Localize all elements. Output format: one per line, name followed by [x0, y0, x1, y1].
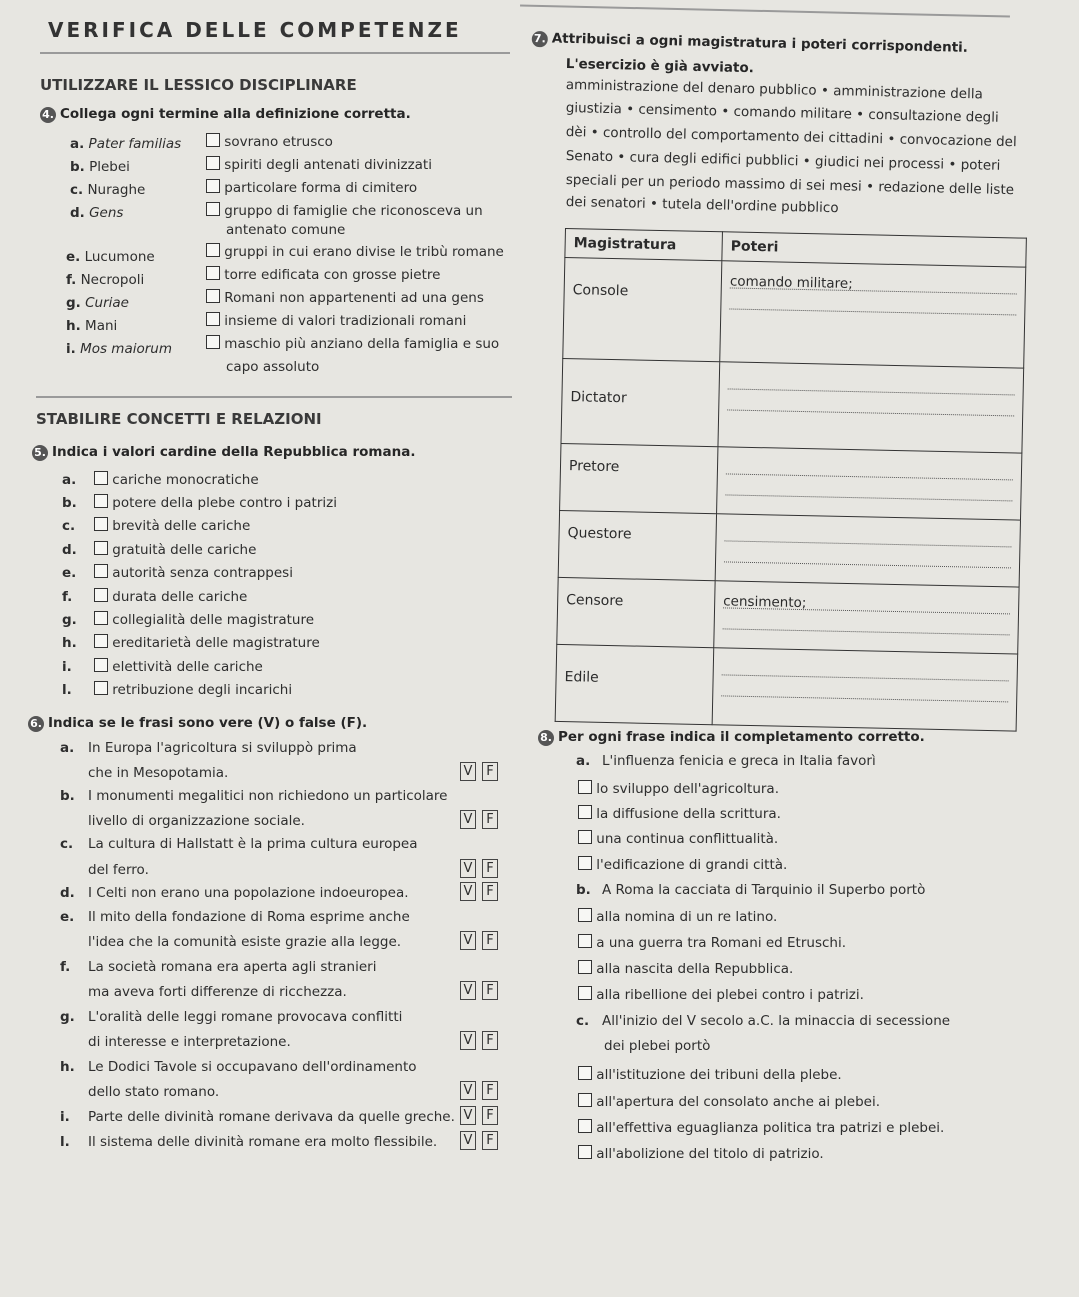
vf-pair	[454, 931, 498, 950]
table-row	[561, 358, 1024, 453]
magistratura-cell: Pretore	[560, 443, 718, 513]
ex4-number: 4.	[40, 107, 56, 123]
ex8-number: 8.	[538, 730, 554, 746]
statement-line: di interesse e interpretazione.	[88, 1034, 291, 1050]
definition-item: torre edificata con grosse pietre	[206, 266, 440, 283]
choice-checkbox[interactable]	[578, 805, 592, 819]
table-row	[558, 510, 1020, 587]
choice-item: l'edificazione di grandi città.	[578, 856, 787, 873]
option-checkbox[interactable]	[94, 681, 108, 695]
wordbank-line: dèi • controllo del comportamento dei cittadini • convocazione del	[565, 124, 1017, 151]
choice-checkbox[interactable]	[578, 1066, 592, 1080]
question-stem: b. A Roma la cacciata di Tarquinio il Superbo portò	[576, 882, 926, 898]
vf-pair	[454, 882, 498, 901]
magistratura-cell: Censore	[557, 577, 715, 647]
definition-item: spiriti degli antenati divinizzati	[206, 156, 432, 173]
definition-checkbox[interactable]	[206, 289, 220, 303]
true-checkbox[interactable]: V	[460, 762, 476, 781]
ex8-question: 8. Per ogni frase indica il completamento corretto.	[538, 729, 925, 746]
choice-item: a una guerra tra Romani ed Etruschi.	[578, 934, 846, 951]
question-stem: c. All'inizio del V secolo a.C. la minaccia di secessione	[576, 1013, 951, 1029]
section-heading: STABILIRE CONCETTI E RELAZIONI	[36, 410, 322, 428]
definition-checkbox[interactable]	[206, 266, 220, 280]
definition-continuation: capo assoluto	[226, 359, 320, 375]
answer-line[interactable]	[727, 395, 1014, 416]
term-item: f. Necropoli	[66, 272, 145, 288]
true-checkbox[interactable]: V	[460, 981, 476, 1000]
statement-item: l. Il sistema delle divinità romane era molto flessibile.	[60, 1134, 438, 1150]
wordbank-line: speciali per un periodo massimo di sei mesi • redazione delle liste	[565, 172, 1015, 199]
statement-item: h. Le Dodici Tavole si occupavano dell'ordinamento	[60, 1059, 417, 1075]
ex4-question: 4. Collega ogni termine alla definizione corretta.	[40, 106, 411, 123]
ex6-question: 6. Indica se le frasi sono vere (V) o false (F).	[28, 715, 367, 732]
true-checkbox[interactable]: V	[460, 859, 476, 878]
definition-item: sovrano etrusco	[206, 133, 333, 150]
definition-checkbox[interactable]	[206, 156, 220, 170]
statement-item: a. In Europa l'agricoltura si sviluppò prima	[60, 740, 357, 756]
ex6-number: 6.	[28, 716, 44, 732]
statement-line: ma aveva forti differenze di ricchezza.	[88, 984, 347, 1000]
true-checkbox[interactable]: V	[460, 1131, 476, 1150]
choice-item: una continua conflittualità.	[578, 830, 778, 847]
option-checkbox[interactable]	[94, 611, 108, 625]
list-item: i. elettività delle cariche	[62, 659, 263, 675]
false-checkbox[interactable]: F	[482, 1131, 498, 1150]
magistratura-cell: Edile	[555, 644, 714, 724]
statement-line: che in Mesopotamia.	[88, 765, 229, 781]
definition-item: insieme di valori tradizionali romani	[206, 312, 466, 329]
term-item: c. Nuraghe	[70, 182, 146, 198]
choice-checkbox[interactable]	[578, 780, 592, 794]
option-checkbox[interactable]	[94, 588, 108, 602]
statement-item: c. La cultura di Hallstatt è la prima cultura europea	[60, 836, 418, 852]
choice-checkbox[interactable]	[578, 1145, 592, 1159]
list-item: d. gratuità delle cariche	[62, 542, 257, 558]
false-checkbox[interactable]: F	[482, 762, 498, 781]
ex7-question: 7. Attribuisci a ogni magistratura i poteri corrispondenti.	[532, 30, 968, 57]
poteri-cell[interactable]	[720, 261, 1026, 368]
choice-checkbox[interactable]	[578, 934, 592, 948]
poteri-cell[interactable]	[717, 447, 1022, 520]
magistratura-cell: Questore	[558, 510, 716, 580]
wordbank-line: Senato • cura degli edifici pubblici • giudici nei processi • poteri	[565, 148, 1001, 174]
definition-continuation: antenato comune	[226, 222, 346, 238]
choice-item: all'abolizione del titolo di patrizio.	[578, 1145, 824, 1162]
term-item: b. Plebei	[70, 159, 130, 175]
true-checkbox[interactable]: V	[460, 882, 476, 901]
false-checkbox[interactable]: F	[482, 1031, 498, 1050]
answer-line[interactable]	[723, 614, 1010, 635]
table-row	[555, 644, 1018, 731]
list-item: c. brevità delle cariche	[62, 518, 251, 534]
ex7-number: 7.	[532, 31, 548, 47]
false-checkbox[interactable]: F	[482, 882, 498, 901]
term-item: e. Lucumone	[66, 249, 155, 265]
choice-checkbox[interactable]	[578, 908, 592, 922]
answer-line[interactable]: censimento;	[723, 593, 1010, 614]
definition-checkbox[interactable]	[206, 179, 220, 193]
answer-line[interactable]	[722, 660, 1009, 681]
term-item: i. Mos maiorum	[66, 341, 172, 357]
poteri-cell[interactable]	[718, 362, 1024, 453]
list-item: l. retribuzione degli incarichi	[62, 682, 293, 698]
vf-pair	[454, 859, 498, 878]
false-checkbox[interactable]: F	[482, 931, 498, 950]
option-checkbox[interactable]	[94, 634, 108, 648]
statement-item: b. I monumenti megalitici non richiedono un particolare	[60, 788, 448, 804]
question-stem: a. L'influenza fenicia e greca in Italia favorì	[576, 753, 876, 769]
statement-item: f. La società romana era aperta agli stranieri	[60, 959, 377, 975]
false-checkbox[interactable]: F	[482, 859, 498, 878]
statement-line: l'idea che la comunità esiste grazie alla legge.	[88, 934, 402, 950]
answer-line[interactable]	[726, 459, 1013, 480]
poteri-cell[interactable]	[715, 514, 1020, 587]
answer-line[interactable]	[725, 480, 1012, 501]
poteri-cell[interactable]	[712, 648, 1018, 731]
true-checkbox[interactable]: V	[460, 810, 476, 829]
wordbank-line: dei senatori • tutela dell'ordine pubblico	[565, 194, 839, 217]
section-heading: UTILIZZARE IL LESSICO DISCIPLINARE	[40, 76, 357, 94]
choice-checkbox[interactable]	[578, 1119, 592, 1133]
choice-checkbox[interactable]	[578, 960, 592, 974]
true-checkbox[interactable]: V	[460, 1106, 476, 1125]
false-checkbox[interactable]: F	[482, 810, 498, 829]
term-item: d. Gens	[70, 205, 124, 221]
true-checkbox[interactable]: V	[460, 1081, 476, 1100]
table-header: Magistratura	[565, 229, 723, 261]
vf-pair	[454, 1081, 498, 1100]
ex5-question: 5. Indica i valori cardine della Repubblica romana.	[32, 444, 415, 461]
list-item: g. collegialità delle magistrature	[62, 612, 315, 628]
vf-pair	[454, 981, 498, 1000]
statement-line: del ferro.	[88, 862, 149, 878]
choice-item: alla nascita della Repubblica.	[578, 960, 793, 977]
answer-line[interactable]	[729, 294, 1016, 315]
false-checkbox[interactable]: F	[482, 1081, 498, 1100]
list-item: e. autorità senza contrappesi	[62, 565, 293, 581]
table-header: Poteri	[722, 232, 1027, 267]
term-item: h. Mani	[66, 318, 118, 334]
option-checkbox[interactable]	[94, 471, 108, 485]
definition-checkbox[interactable]	[206, 335, 220, 349]
choice-checkbox[interactable]	[578, 856, 592, 870]
statement-item: g. L'oralità delle leggi romane provocava conflitti	[60, 1009, 403, 1025]
list-item: b. potere della plebe contro i patrizi	[62, 495, 337, 511]
answer-line[interactable]	[728, 374, 1015, 395]
option-checkbox[interactable]	[94, 564, 108, 578]
statement-line: livello di organizzazione sociale.	[88, 813, 305, 829]
divider	[36, 396, 512, 398]
list-item: a. cariche monocratiche	[62, 472, 259, 488]
wordbank-line: amministrazione del denaro pubblico • amministrazione della	[565, 77, 984, 103]
ex5-number: 5.	[32, 445, 48, 461]
answer-line[interactable]	[721, 681, 1008, 702]
choice-item: all'istituzione dei tribuni della plebe.	[578, 1066, 842, 1083]
definition-checkbox[interactable]	[206, 312, 220, 326]
true-checkbox[interactable]: V	[460, 1031, 476, 1050]
option-checkbox[interactable]	[94, 541, 108, 555]
definition-item: gruppo di famiglie che riconosceva un	[206, 202, 483, 219]
choice-item: all'apertura del consolato anche ai plebei.	[578, 1093, 880, 1110]
poteri-cell[interactable]	[714, 581, 1019, 654]
divider	[520, 4, 1010, 17]
choice-item: la diffusione della scrittura.	[578, 805, 781, 822]
choice-item: lo sviluppo dell'agricoltura.	[578, 780, 779, 797]
statement-item: d. I Celti non erano una popolazione indoeuropea.	[60, 885, 409, 901]
magistrature-table	[555, 228, 1027, 732]
term-item: a. Pater familias	[70, 136, 182, 152]
answer-line[interactable]	[724, 526, 1011, 547]
definition-checkbox[interactable]	[206, 202, 220, 216]
vf-pair	[454, 1131, 498, 1150]
list-item: f. durata delle cariche	[62, 589, 248, 605]
false-checkbox[interactable]: F	[482, 981, 498, 1000]
vf-pair	[454, 762, 498, 781]
table-row	[557, 577, 1019, 654]
option-checkbox[interactable]	[94, 658, 108, 672]
false-checkbox[interactable]: F	[482, 1106, 498, 1125]
definition-item: maschio più anziano della famiglia e suo	[206, 335, 499, 352]
definition-checkbox[interactable]	[206, 243, 220, 257]
ex7-subtitle: L'esercizio è già avviato.	[565, 56, 755, 77]
choice-item: all'effettiva eguaglianza politica tra patrizi e plebei.	[578, 1119, 944, 1136]
choice-checkbox[interactable]	[578, 1093, 592, 1107]
choice-item: alla nomina di un re latino.	[578, 908, 777, 925]
term-item: g. Curiae	[66, 295, 129, 311]
vf-pair	[454, 1106, 498, 1125]
choice-item: alla ribellione dei plebei contro i patrizi.	[578, 986, 864, 1003]
statement-line: dello stato romano.	[88, 1084, 220, 1100]
definition-item: particolare forma di cimitero	[206, 179, 417, 196]
answer-line[interactable]: comando militare;	[730, 273, 1017, 294]
vf-pair	[454, 810, 498, 829]
choice-checkbox[interactable]	[578, 986, 592, 1000]
definition-checkbox[interactable]	[206, 133, 220, 147]
table-row	[563, 258, 1026, 369]
statement-item: i. Parte delle divinità romane derivava da quelle greche.	[60, 1109, 455, 1125]
list-item: h. ereditarietà delle magistrature	[62, 635, 320, 651]
option-checkbox[interactable]	[94, 494, 108, 508]
option-checkbox[interactable]	[94, 517, 108, 531]
magistratura-cell: Console	[563, 258, 722, 362]
statement-item: e. Il mito della fondazione di Roma esprime anche	[60, 909, 410, 925]
divider	[40, 52, 510, 54]
page-title: VERIFICA DELLE COMPETENZE	[48, 18, 462, 42]
question-stem-line: dei plebei portò	[604, 1038, 711, 1054]
definition-item: Romani non appartenenti ad una gens	[206, 289, 484, 306]
choice-checkbox[interactable]	[578, 830, 592, 844]
true-checkbox[interactable]: V	[460, 931, 476, 950]
definition-item: gruppi in cui erano divise le tribù romane	[206, 243, 504, 260]
wordbank-line: giustizia • censimento • comando militare • consultazione degli	[565, 100, 999, 126]
answer-line[interactable]	[724, 547, 1011, 568]
vf-pair	[454, 1031, 498, 1050]
table-row	[560, 443, 1022, 520]
magistratura-cell: Dictator	[561, 358, 720, 446]
